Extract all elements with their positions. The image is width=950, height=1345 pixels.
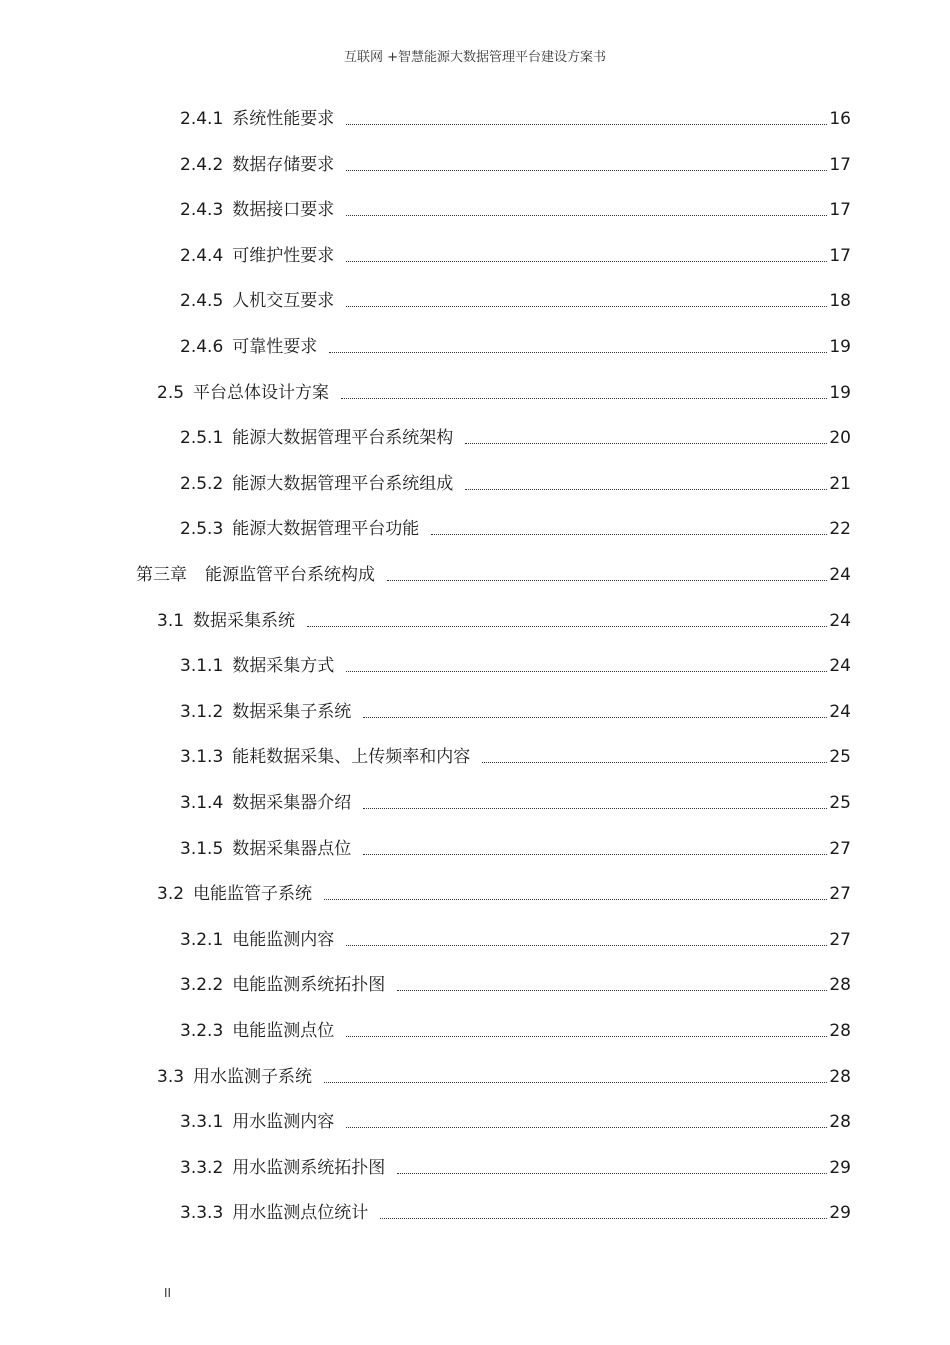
- toc-entry-title: 电能监测内容: [232, 929, 335, 950]
- toc-dot-leader: [482, 762, 827, 763]
- toc-dot-leader: [341, 398, 827, 399]
- toc-entry-number: 2.4.6: [180, 337, 224, 357]
- toc-dot-leader: [346, 306, 827, 307]
- toc-entry-title: 数据采集器介绍: [232, 793, 352, 813]
- toc-dot-leader: [363, 854, 827, 855]
- toc-entry[interactable]: [157, 1058, 851, 1088]
- toc-entry-page: 24: [829, 656, 851, 677]
- toc-entry-title: 能源大数据管理平台系统组成: [232, 473, 454, 494]
- toc-entry-number: 3.2: [157, 884, 185, 905]
- toc-entry-page: 27: [829, 838, 851, 859]
- toc-entry[interactable]: [136, 556, 851, 586]
- toc-entry-number: 3.2.1: [180, 929, 224, 950]
- toc-entry-title: 能源大数据管理平台功能: [232, 519, 420, 540]
- toc-dot-leader: [465, 443, 827, 444]
- toc-entry-page: 29: [829, 1203, 851, 1224]
- toc-entry[interactable]: [180, 784, 851, 814]
- toc-entry-page: 24: [829, 610, 851, 631]
- toc-dot-leader: [346, 945, 827, 946]
- toc-entry-number: 3.2.3: [180, 1021, 224, 1041]
- toc-entry-page: 28: [829, 975, 851, 996]
- toc-entry[interactable]: [180, 191, 851, 221]
- toc-entry-number: 2.5.1: [180, 428, 224, 449]
- running-header: 互联网 +智慧能源大数据管理平台建设方案书: [343, 50, 607, 65]
- toc-entry[interactable]: [180, 647, 851, 677]
- toc-entry[interactable]: [180, 1149, 851, 1179]
- toc-entry[interactable]: [180, 693, 851, 723]
- toc-entry[interactable]: [180, 510, 851, 540]
- toc-entry[interactable]: [180, 237, 851, 267]
- toc-entry-title: 能耗数据采集、上传频率和内容: [232, 747, 471, 768]
- toc-entry-page: 18: [829, 291, 851, 312]
- toc-entry-title: 电能监管子系统: [193, 884, 313, 905]
- toc-dot-leader: [465, 489, 827, 490]
- toc-dot-leader: [346, 215, 827, 216]
- toc-entry-title: 能源大数据管理平台系统架构: [232, 428, 454, 449]
- toc-entry[interactable]: [180, 1012, 851, 1042]
- toc-entry[interactable]: [180, 419, 851, 449]
- toc-dot-leader: [346, 261, 827, 262]
- toc-entry-number: 2.4.1: [180, 109, 224, 129]
- toc-entry-number: 2.4.2: [180, 154, 224, 175]
- toc-entry-number: 3.2.2: [180, 975, 224, 996]
- toc-entry-page: 27: [829, 929, 851, 950]
- toc-dot-leader: [307, 626, 827, 627]
- toc-entry[interactable]: [180, 738, 851, 768]
- page-number: II: [164, 1286, 172, 1300]
- toc-entry-number: 3.3: [157, 1066, 185, 1087]
- toc-entry[interactable]: [157, 374, 851, 404]
- toc-entry-number: 3.1.3: [180, 747, 224, 768]
- toc-entry-page: 27: [829, 884, 851, 905]
- toc-dot-leader: [431, 534, 827, 535]
- toc-entry-page: 22: [829, 519, 851, 540]
- toc-entry-number: 2.5: [157, 382, 185, 403]
- toc-entry[interactable]: [180, 830, 851, 860]
- toc-dot-leader: [380, 1218, 827, 1219]
- toc-entry[interactable]: [180, 465, 851, 495]
- toc-dot-leader: [346, 124, 827, 125]
- toc-entry-page: 17: [829, 200, 851, 221]
- toc-dot-leader: [324, 1082, 827, 1083]
- toc-entry-page: 24: [829, 565, 851, 585]
- toc-entry-title: 电能监测点位: [232, 1021, 335, 1041]
- toc-dot-leader: [346, 1127, 827, 1128]
- toc-entry[interactable]: [180, 921, 851, 951]
- toc-dot-leader: [363, 717, 827, 718]
- toc-entry-title: 平台总体设计方案: [193, 382, 330, 403]
- toc-entry-number: 3.1.1: [180, 656, 224, 677]
- toc-entry-page: 16: [829, 109, 851, 129]
- toc-entry-page: 20: [829, 428, 851, 449]
- toc-entry-page: 29: [829, 1157, 851, 1178]
- toc-dot-leader: [346, 671, 827, 672]
- toc-entry-number: 2.4.4: [180, 245, 224, 266]
- toc-dot-leader: [387, 580, 827, 581]
- toc-entry-number: 3.3.3: [180, 1203, 224, 1224]
- toc-entry-title: 数据采集方式: [232, 656, 335, 677]
- toc-entry-page: 24: [829, 701, 851, 722]
- toc-entry[interactable]: [180, 966, 851, 996]
- toc-dot-leader: [324, 899, 827, 900]
- toc-entry-page: 25: [829, 793, 851, 813]
- toc-entry-title: 用水监测内容: [232, 1112, 335, 1133]
- toc-entry-number: 3.1: [157, 610, 185, 631]
- toc-entry-number: 3.3.2: [180, 1157, 224, 1178]
- toc-entry-number: 2.5.2: [180, 473, 224, 494]
- toc-entry-page: 19: [829, 382, 851, 403]
- toc-entry-number: 2.5.3: [180, 519, 224, 540]
- toc-entry-page: 28: [829, 1112, 851, 1133]
- toc-entry-number: 3.1.2: [180, 701, 224, 722]
- toc-entry-title: 能源监管平台系统构成: [205, 565, 375, 585]
- toc-entry-number: 3.1.4: [180, 793, 224, 813]
- toc-entry[interactable]: [180, 282, 851, 312]
- toc-entry-title: 可靠性要求: [232, 337, 318, 357]
- toc-entry-title: 人机交互要求: [232, 291, 335, 312]
- toc-entry-number: 2.4.3: [180, 200, 224, 221]
- toc-dot-leader: [363, 808, 827, 809]
- toc-dot-leader: [329, 352, 827, 353]
- toc-entry-title: 系统性能要求: [232, 109, 335, 129]
- toc-entry-title: 可维护性要求: [232, 245, 335, 266]
- toc-dot-leader: [346, 1036, 827, 1037]
- toc-entry[interactable]: [180, 1194, 851, 1224]
- toc-entry-title: 数据存储要求: [232, 154, 335, 175]
- toc-entry-title: 用水监测系统拓扑图: [232, 1157, 386, 1178]
- toc-entry-page: 21: [829, 473, 851, 494]
- toc-entry-title: 用水监测点位统计: [232, 1203, 369, 1224]
- toc-entry-title: 数据采集子系统: [232, 701, 352, 722]
- toc-entry[interactable]: [157, 602, 851, 632]
- toc-entry-number: 第三章: [136, 565, 187, 585]
- toc-entry-number: 2.4.5: [180, 291, 224, 312]
- toc-entry-title: 数据采集器点位: [232, 838, 352, 859]
- toc-entry[interactable]: [180, 1103, 851, 1133]
- toc-entry[interactable]: [157, 875, 851, 905]
- toc-entry-page: 28: [829, 1066, 851, 1087]
- toc-entry-page: 17: [829, 245, 851, 266]
- toc-entry-page: 19: [829, 337, 851, 357]
- toc-entry-page: 28: [829, 1021, 851, 1041]
- toc-dot-leader: [346, 170, 827, 171]
- toc-entry-title: 数据采集系统: [193, 610, 296, 631]
- toc-entry[interactable]: [180, 328, 851, 358]
- toc-dot-leader: [397, 990, 827, 991]
- toc-entry-page: 17: [829, 154, 851, 175]
- toc-entry-title: 数据接口要求: [232, 200, 335, 221]
- toc-entry-number: 3.3.1: [180, 1112, 224, 1133]
- toc-entry[interactable]: [180, 146, 851, 176]
- toc-entry-title: 用水监测子系统: [193, 1066, 313, 1087]
- toc-dot-leader: [397, 1173, 827, 1174]
- toc-entry-number: 3.1.5: [180, 838, 224, 859]
- toc-entry-title: 电能监测系统拓扑图: [232, 975, 386, 996]
- toc-entry-page: 25: [829, 747, 851, 768]
- toc-entry[interactable]: [180, 100, 851, 130]
